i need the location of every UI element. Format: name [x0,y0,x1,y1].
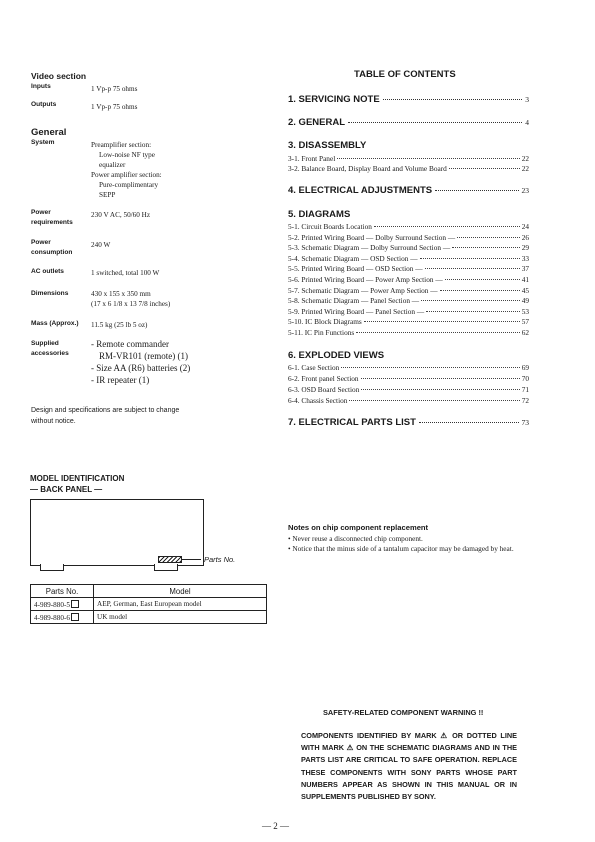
accessory-line: - Size AA (R6) batteries (2) [91,363,191,373]
toc-entry-label: 2. GENERAL [288,117,346,128]
model-cell: AEP, German, East European model [94,598,267,611]
part-number-cell [31,611,94,624]
toc-item-page: 33 [521,253,529,263]
toc-item-label: 6-3. OSD Board Section [288,385,360,394]
toc-item[interactable] [288,243,529,253]
toc-item[interactable] [288,307,529,317]
chip-notes-title: Notes on chip component replacement [288,523,429,532]
toc-item[interactable] [288,154,529,164]
power-consumption-label: Power consumption [31,239,73,256]
toc-item-label: 5-1. Circuit Boards Location [288,222,372,231]
power-requirements-value: 230 V AC, 50/60 Hz [91,211,151,219]
toc-item-label: 6-4. Chassis Section [288,396,348,405]
toc-item-page: 72 [521,396,529,405]
toc-item-label: 5-2. Printed Wiring Board — Dolby Surround Section — [288,232,456,242]
toc-item-label: 6-2. Front panel Section [288,374,359,383]
toc-entry-label: 4. ELECTRICAL ADJUSTMENTS [288,185,433,196]
system-line: equalizer [99,161,126,169]
dimensions-label: Dimensions [31,290,69,297]
toc-heading-diagrams[interactable]: 5. DIAGRAMS [288,209,351,220]
toc-entry-page: 23 [521,186,529,195]
system-line: Pure-complimentary [99,181,159,189]
toc-item-page: 29 [521,243,529,253]
toc-entry-label: 7. ELECTRICAL PARTS LIST [288,417,416,428]
toc-entry-servicing-note[interactable] [288,94,529,105]
toc-entry-electrical-adjustments[interactable] [288,185,529,196]
ac-outlets-label: AC outlets [31,268,64,275]
toc-item[interactable] [288,363,529,373]
toc-title: TABLE OF CONTENTS [354,69,456,80]
toc-item-label: 5-11. IC Pin Functions [288,328,355,337]
parts-number-label-area [158,556,182,563]
system-line: Preamplifier section: [91,141,152,149]
toc-item-page: 49 [521,296,529,306]
accessory-line: - IR repeater (1) [91,375,150,385]
page-number: — 2 — [262,821,289,831]
toc-item-page: 37 [521,264,529,274]
system-line: Power amplifier section: [91,171,162,179]
general-heading: General [31,127,67,138]
spec-change-note: Design and specifications are subject to change without notice. [31,407,180,425]
toc-item-label: 3-1. Front Panel [288,154,336,163]
toc-item-page: 22 [521,154,529,163]
safety-warning-title: SAFETY-RELATED COMPONENT WARNING !! [323,708,484,717]
toc-entry-page: 73 [521,418,529,427]
toc-item-label: 5-9. Printed Wiring Board — Panel Section — [288,306,425,316]
power-requirements-label: Power requirements [31,209,73,226]
toc-item-page: 26 [521,232,529,242]
toc-item-page: 70 [521,374,529,383]
checkbox-square-icon [71,613,79,621]
chip-notes-list [288,534,531,554]
outputs-value: 1 Vp-p 75 ohms [91,103,138,111]
inputs-label: Inputs [31,83,51,90]
toc-item-label: 5-10. IC Block Diagrams [288,317,362,327]
toc-item[interactable] [288,164,529,174]
dimensions-value [91,289,241,309]
toc-item-label: 5-5. Printed Wiring Board — OSD Section — [288,264,423,274]
toc-heading-exploded-views[interactable]: 6. EXPLODED VIEWS [288,350,385,361]
supplied-accessories-value [91,338,241,386]
toc-item[interactable] [288,275,529,285]
toc-item-page: 45 [521,285,529,295]
table-row [31,611,267,624]
toc-item[interactable] [288,233,529,243]
back-panel-subtitle: — BACK PANEL — [30,485,103,494]
power-consumption-value: 240 W [91,241,111,249]
dimensions-metric: 430 x 155 x 350 mm [91,290,151,298]
system-value [91,140,241,200]
part-number-cell [31,598,94,611]
safety-warning-body: COMPONENTS IDENTIFIED BY MARK ⚠ OR DOTTED LINE WITH MARK ⚠ ON THE SCHEMATIC DIAGRAMS AND IN THE PARTS LIST ARE CRITICAL TO SAFE OPERATION. REPLACE THESE COMPONENTS WITH SONY PARTS WHOSE PART NUMBERS APPEAR AS SHOWN IN THIS MANUAL OR IN SUPPLEMENTS PUBLISHED BY SONY. [301,731,517,802]
panel-foot [154,564,178,571]
toc-item[interactable] [288,396,529,406]
toc-item-label: 5-7. Schematic Diagram — Power Amp Section — [288,285,438,295]
supplied-accessories-label: Supplied accessories [31,340,69,357]
toc-item[interactable] [288,254,529,264]
toc-item[interactable] [288,296,529,306]
toc-entry-label: 1. SERVICING NOTE [288,94,380,105]
mass-value: 11.5 kg (25 lb 5 oz) [91,321,148,329]
chip-note-item: • Never reuse a disconnected chip component. [288,534,423,543]
dimensions-imperial: (17 x 6 1/8 x 13 7/8 inches) [91,300,171,308]
accessory-line: - Remote commander [91,339,169,349]
toc-item[interactable] [288,286,529,296]
toc-entry-electrical-parts-list[interactable] [288,417,529,428]
toc-item[interactable] [288,374,529,384]
toc-entry-general[interactable] [288,117,529,128]
checkbox-square-icon [71,600,79,608]
toc-heading-disassembly[interactable]: 3. DISASSEMBLY [288,140,367,151]
toc-item[interactable] [288,317,529,327]
video-section-heading: Video section [31,71,87,81]
toc-item[interactable] [288,328,529,338]
toc-item-label: 5-8. Schematic Diagram — Panel Section — [288,296,420,306]
inputs-value: 1 Vp-p 75 ohms [91,85,138,93]
toc-item-page: 69 [521,363,529,372]
model-table [30,584,267,624]
column-header-parts-no: Parts No. [31,585,94,598]
table-header-row [31,585,267,598]
toc-item-page: 41 [521,275,529,284]
toc-item-page: 24 [521,222,529,231]
panel-foot [40,564,64,571]
toc-item-page: 22 [521,164,529,173]
toc-item-page: 53 [521,306,529,316]
toc-item-label: 5-4. Schematic Diagram — OSD Section — [288,253,418,263]
model-cell: UK model [94,611,267,624]
chip-note-item: • Notice that the minus side of a tantalum capacitor may be damaged by heat. [288,544,514,553]
parts-no-callout: Parts No. [204,555,236,564]
model-identification-title: MODEL IDENTIFICATION [30,474,125,483]
toc-entry-page: 4 [525,118,529,127]
toc-item-label: 6-1. Case Section [288,363,340,372]
part-number: 4-989-880-5 [34,600,70,609]
part-number: 4-989-880-6 [34,613,70,622]
table-row [31,598,267,611]
toc-item-page: 57 [521,317,529,327]
toc-item-label: 5-3. Schematic Diagram — Dolby Surround Section — [288,243,451,253]
system-line: SEPP [99,191,116,199]
toc-item-label: 5-6. Printed Wiring Board — Power Amp Section — [288,275,443,284]
toc-item[interactable] [288,264,529,274]
toc-item-page: 71 [521,385,529,394]
callout-line [181,559,201,560]
mass-label: Mass (Approx.) [31,320,79,327]
toc-entry-page: 3 [525,95,529,104]
ac-outlets-value: 1 switched, total 100 W [91,269,160,277]
toc-item-page: 62 [521,328,529,337]
system-label: System [31,139,55,146]
toc-item[interactable] [288,222,529,232]
system-line: Low-noise NF type [99,151,155,159]
column-header-model: Model [94,585,267,598]
toc-item-label: 3-2. Balance Board, Display Board and Volume Board [288,164,447,173]
toc-item[interactable] [288,385,529,395]
accessory-line: RM-VR101 (remote) (1) [99,351,188,361]
outputs-label: Outputs [31,101,57,108]
